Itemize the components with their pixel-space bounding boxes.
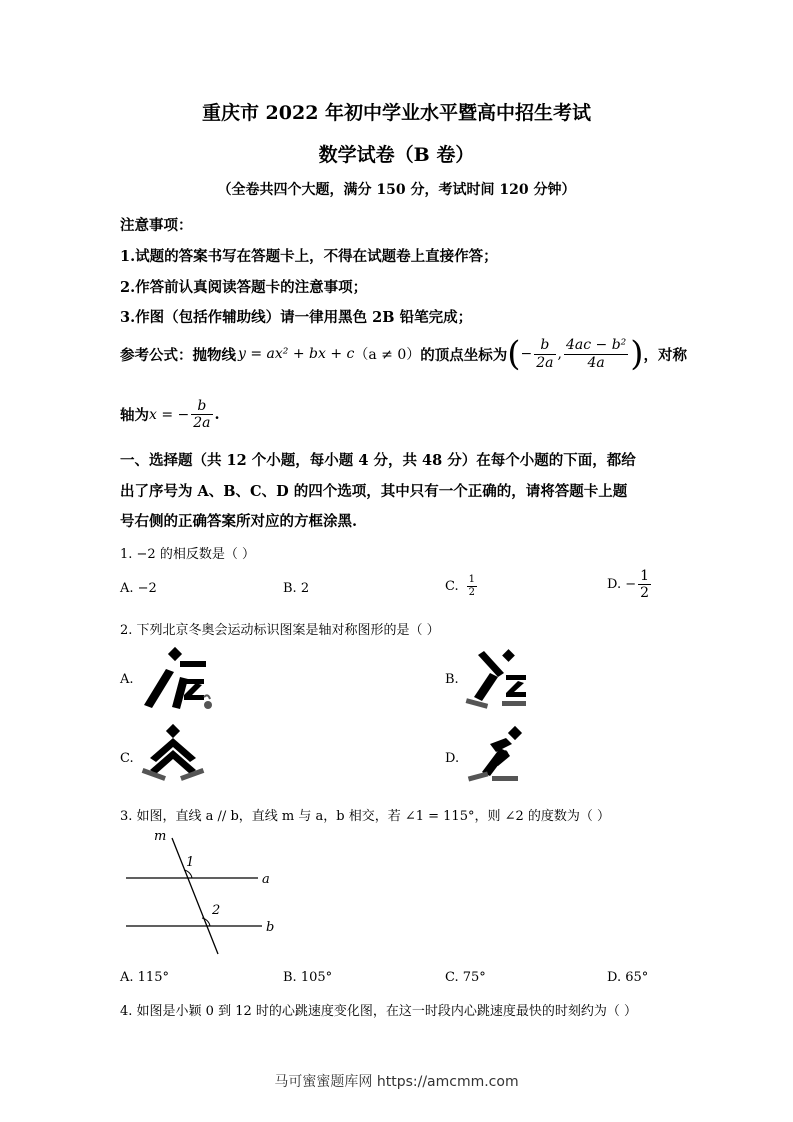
note-item-2: 2.作答前认真阅读答题卡的注意事项；	[120, 279, 368, 296]
paper-title: 数学试卷（B 卷）	[318, 144, 475, 166]
axis-denominator: 2a	[193, 415, 211, 432]
section1-line3: 号右侧的正确答案所对应的方框涂黑.	[120, 513, 358, 530]
vertex-x-denominator: 2a	[536, 354, 554, 371]
q2-stem: 2. 下列北京冬奥会运动标识图案是轴对称图形的是（ ）	[120, 623, 440, 638]
reference-formula: 参考公式：抛物线 y = ax² + bx + c （a ≠ 0） 的顶点坐标为 ( − $\frac{b}{2a}$ , $\frac{\text{4ac − b²}}{4a}$ ) ，对称	[120, 334, 688, 374]
q1-option-d-label: D. −	[607, 577, 637, 593]
q1-option-b: B. 2	[283, 581, 310, 596]
q3-option-d: D. 65°	[607, 970, 649, 985]
pictogram-c-image	[140, 722, 220, 784]
exam-title: 重庆市 2022 年初中学业水平暨高中招生考试	[201, 102, 592, 124]
exam-subtitle: （全卷共四个大题，满分 150 分，考试时间 120 分钟）	[217, 182, 576, 198]
angle-1-label: 1	[186, 855, 195, 870]
q2-option-d-label: D.	[445, 751, 460, 766]
line-a-label: a	[262, 872, 270, 887]
q1-option-c	[445, 574, 479, 598]
vertex-y-fraction	[564, 337, 628, 370]
parabola-expression: y = ax² + bx + c	[238, 346, 355, 362]
formula-condition: （a ≠ 0）	[354, 347, 421, 363]
pictogram-b-image	[462, 645, 542, 715]
angle-2-label: 2	[212, 903, 221, 918]
q1-option-d-num: 1	[640, 568, 650, 584]
q1-option-c-num: 1	[468, 574, 475, 585]
q1-option-d-fraction	[638, 568, 651, 601]
axis-formula	[120, 398, 220, 431]
q3-stem: 3. 如图，直线 a // b，直线 m 与 a，b 相交，若 ∠1 = 115°，则 ∠2 的度数为（ ）	[120, 809, 611, 824]
axis-lead: 轴为	[120, 407, 149, 425]
note-item-1: 1.试题的答案书写在答题卡上，不得在试题卷上直接作答；	[120, 248, 498, 265]
note-item-3: 3.作图（包括作辅助线）请一律用黑色 2B 铅笔完成；	[120, 309, 473, 326]
axis-fraction	[191, 398, 212, 431]
footer-watermark[interactable]: 马可蜜蜜题库网 https://amcmm.com	[274, 1074, 519, 1090]
q1-stem: 1. −2 的相反数是（ ）	[120, 547, 255, 562]
line-m-label: m	[154, 829, 167, 844]
notes-heading: 注意事项：	[120, 217, 193, 234]
right-paren: )	[630, 334, 644, 374]
q1-option-c-fraction	[467, 574, 477, 598]
q3-option-c: C. 75°	[445, 970, 486, 985]
axis-end: .	[214, 406, 220, 424]
q1-option-a: A. −2	[120, 581, 157, 596]
formula-mid: 的顶点坐标为	[420, 346, 508, 364]
parallel-lines-figure	[120, 826, 290, 961]
q1-option-d	[607, 568, 653, 601]
formula-tail: ，对称	[643, 346, 688, 364]
q2-option-a-label: A.	[120, 672, 134, 687]
q2-option-b-label: B.	[445, 672, 459, 687]
q1-option-c-den: 2	[468, 586, 475, 598]
axis-numerator: b	[191, 398, 212, 415]
q3-option-b: B. 105°	[283, 970, 333, 985]
section1-line2: 出了序号为 A、B、C、D 的四个选项，其中只有一个正确的，请将答题卡上题	[120, 483, 628, 500]
vertex-y-numerator: 4ac − b²	[565, 337, 627, 354]
line-b-label: b	[266, 920, 275, 935]
q4-stem: 4. 如图是小颖 0 到 12 时的心跳速度变化图，在这一时段内心跳速度最快的时刻约为（ ）	[120, 1004, 638, 1019]
pictogram-d-image	[462, 722, 542, 784]
left-paren: (	[507, 334, 521, 374]
vertex-y-denominator: 4a	[587, 354, 605, 371]
axis-expression: x = −	[149, 406, 190, 423]
vertex-x-numerator: b	[534, 337, 555, 354]
q1-option-c-label: C.	[445, 578, 459, 594]
q1-option-d-den: 2	[640, 585, 650, 602]
section1-line1: 一、选择题（共 12 个小题，每小题 4 分，共 48 分）在每个小题的下面，都给	[120, 452, 636, 469]
vertex-x-fraction	[534, 337, 555, 370]
q3-option-a: A. 115°	[120, 970, 169, 985]
formula-lead: 参考公式：抛物线	[120, 346, 236, 364]
q2-option-c-label: C.	[120, 751, 134, 766]
pictogram-a-image	[140, 645, 220, 715]
